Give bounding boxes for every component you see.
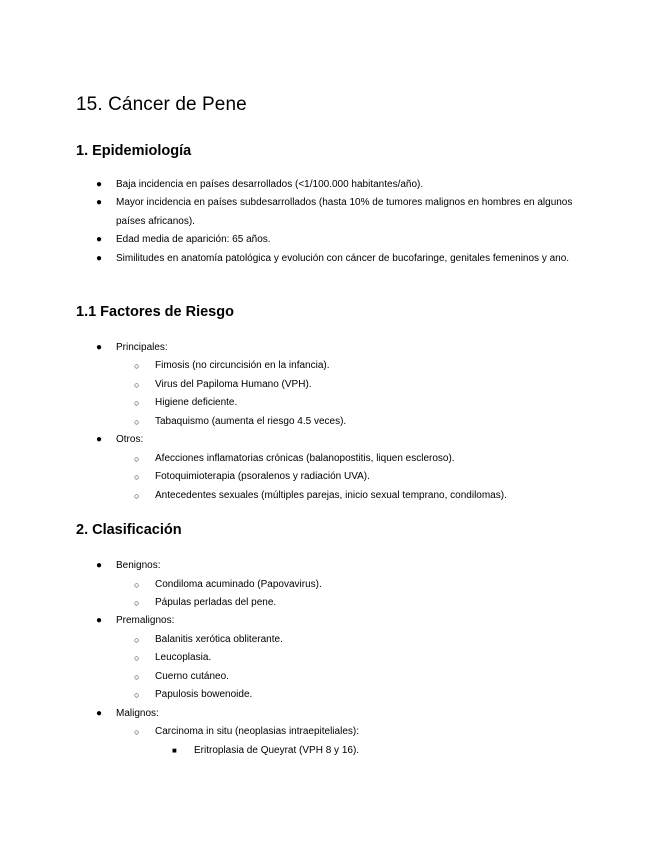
list-item: Cuerno cutáneo. [155, 671, 229, 682]
list-item: Mayor incidencia en países subdesarrollados (hasta 10% de tumores malignos en hombres en algunos países africanos). [116, 197, 573, 227]
list-item: Pápulas perladas del pene. [155, 597, 277, 608]
list-item: Fotoquimioterapia (psoralenos y radiación UVA). [155, 471, 370, 482]
list-item: Fimosis (no circuncisión en la infancia). [155, 360, 330, 371]
circle-bullet-icon: ○ [134, 361, 140, 371]
bullet-icon: ● [96, 434, 103, 445]
circle-bullet-icon: ○ [134, 491, 140, 501]
list-item: Condiloma acuminado (Papovavirus). [155, 579, 322, 590]
list-item: Papulosis bowenoide. [155, 689, 253, 700]
list-item: Edad media de aparición: 65 años. [116, 234, 271, 245]
bullet-icon: ● [96, 197, 103, 208]
circle-bullet-icon: ○ [134, 380, 140, 390]
section-heading-clasificacion: 2. Clasificación [76, 522, 182, 538]
bullet-icon: ● [96, 253, 103, 264]
section-heading-factores-riesgo: 1.1 Factores de Riesgo [76, 304, 234, 320]
bullet-icon: ● [96, 234, 103, 245]
list-item: Balanitis xerótica obliterante. [155, 634, 283, 645]
list-item-premalignos: Premalignos: [116, 615, 175, 626]
circle-bullet-icon: ○ [134, 598, 140, 608]
list-item: Similitudes en anatomía patológica y evolución con cáncer de bucofaringe, genitales femeninos y ano. [116, 253, 570, 264]
bullet-icon: ● [96, 342, 103, 353]
list-item-benignos: Benignos: [116, 560, 161, 571]
square-bullet-icon: ■ [172, 746, 177, 755]
circle-bullet-icon: ○ [134, 417, 140, 427]
circle-bullet-icon: ○ [134, 653, 140, 663]
circle-bullet-icon: ○ [134, 398, 140, 408]
circle-bullet-icon: ○ [134, 727, 140, 737]
list-item: Higiene deficiente. [155, 397, 238, 408]
circle-bullet-icon: ○ [134, 580, 140, 590]
list-item: Tabaquismo (aumenta el riesgo 4.5 veces). [155, 416, 347, 427]
circle-bullet-icon: ○ [134, 690, 140, 700]
circle-bullet-icon: ○ [134, 635, 140, 645]
document-title: 15. Cáncer de Pene [76, 94, 247, 115]
list-item: Antecedentes sexuales (múltiples parejas, inicio sexual temprano, condilomas). [155, 490, 507, 501]
bullet-icon: ● [96, 560, 103, 571]
bullet-icon: ● [96, 179, 103, 190]
list-item: Eritroplasia de Queyrat (VPH 8 y 16). [194, 745, 360, 756]
bullet-icon: ● [96, 615, 103, 626]
list-item: Virus del Papiloma Humano (VPH). [155, 379, 312, 390]
circle-bullet-icon: ○ [134, 672, 140, 682]
list-item-otros: Otros: [116, 434, 144, 445]
section-heading-epidemiologia: 1. Epidemiología [76, 143, 192, 159]
list-item: Leucoplasia. [155, 652, 212, 663]
list-item-principales: Principales: [116, 342, 168, 353]
circle-bullet-icon: ○ [134, 472, 140, 482]
list-item: Baja incidencia en países desarrollados (<1/100.000 habitantes/año). [116, 179, 424, 190]
bullet-icon: ● [96, 708, 103, 719]
list-item-malignos: Malignos: [116, 708, 159, 719]
list-item: Carcinoma in situ (neoplasias intraepiteliales): [155, 726, 359, 737]
list-item: Afecciones inflamatorias crónicas (balanopostitis, liquen escleroso). [155, 453, 455, 464]
circle-bullet-icon: ○ [134, 454, 140, 464]
